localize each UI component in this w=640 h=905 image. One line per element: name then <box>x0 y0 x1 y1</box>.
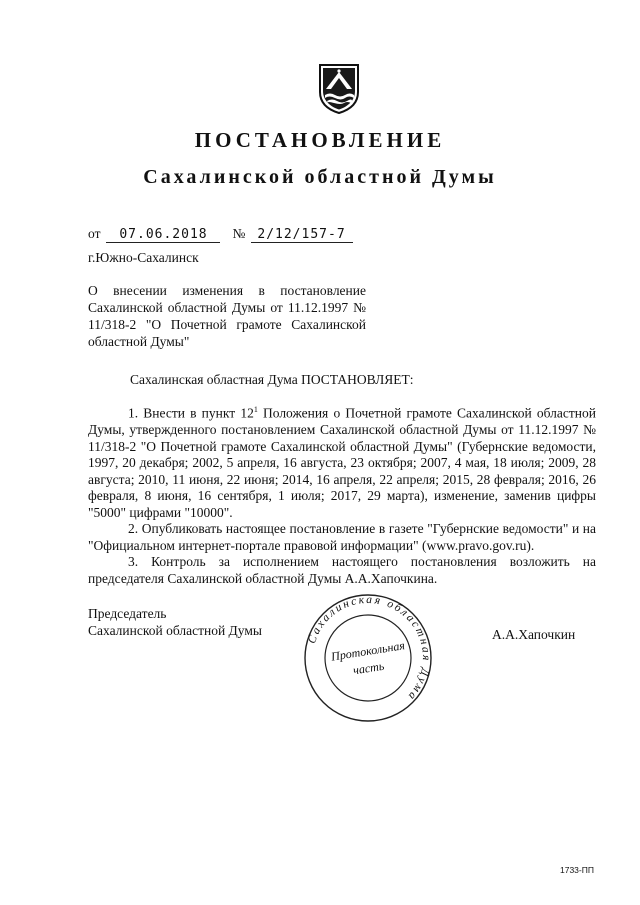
stamp-center-line1: Протокольная <box>330 638 406 664</box>
from-label: от <box>88 226 101 241</box>
issuer-name: Сахалинской областной Думы <box>143 166 497 188</box>
form-code: 1733-ПП <box>560 865 594 875</box>
document-date: 07.06.2018 <box>106 227 220 243</box>
document-title: ПОСТАНОВЛЕНИЕ <box>194 128 446 152</box>
number-label: № <box>232 226 246 241</box>
body-item-2: 2. Опубликовать настоящее постановление в газете "Губернские ведомости" и на "Официальном интернет-портале правовой информации" (www.pravo.gov.ru). <box>88 521 596 553</box>
body-item-1: 1. Внести в пункт $12^1$ Положения о Почетной грамоте Сахалинской областной Думы, утвержденного постановлением Сахалинской областной Думы от 11.12.1997 № 11/318-2 "О Почетной грамоте Сахалинской областной Думы" (Губернские ведомости, 1997, 20 декабря; 2002, 5 апреля, 16 августа, 23 октября; 2007, 4 мая, 18 июля; 2009, 28 августа; 2010, 11 июня, 22 июня; 2014, 16 апреля, 22 апреля; 2015, 28 февраля; 2016, 26 февраля, 8 июня, 16 сентября, 1 июля; 2017, 29 марта), изменение, заменив цифры "5000" цифрами "10000". <box>88 405 596 520</box>
document-number: 2/12/157-7 <box>251 227 353 243</box>
stamp-ring-text: Сахалинская областная Дума <box>306 593 433 704</box>
stamp-center-line2: часть <box>352 658 386 678</box>
body-item-3: 3. Контроль за исполнением настоящего постановления возложить на председателя Сахалинской областной Думы А.А.Хапочкина. <box>88 554 596 586</box>
decree-line: Сахалинская областная Дума ПОСТАНОВЛЯЕТ: <box>130 372 414 387</box>
document-body <box>88 402 596 587</box>
signatory-position: Председатель Сахалинской областной Думы <box>88 606 262 638</box>
signatory-name: А.А.Хапочкин <box>492 627 576 642</box>
city: г.Южно-Сахалинск <box>88 250 199 265</box>
document-subject: О внесении изменения в постановление Сахалинской областной Думы от 11.12.1997 № 11/318-2 "О Почетной грамоте Сахалинской областной Думы" <box>88 283 366 349</box>
official-stamp <box>303 593 433 723</box>
document-meta <box>88 226 353 243</box>
coat-of-arms-icon <box>316 62 362 114</box>
